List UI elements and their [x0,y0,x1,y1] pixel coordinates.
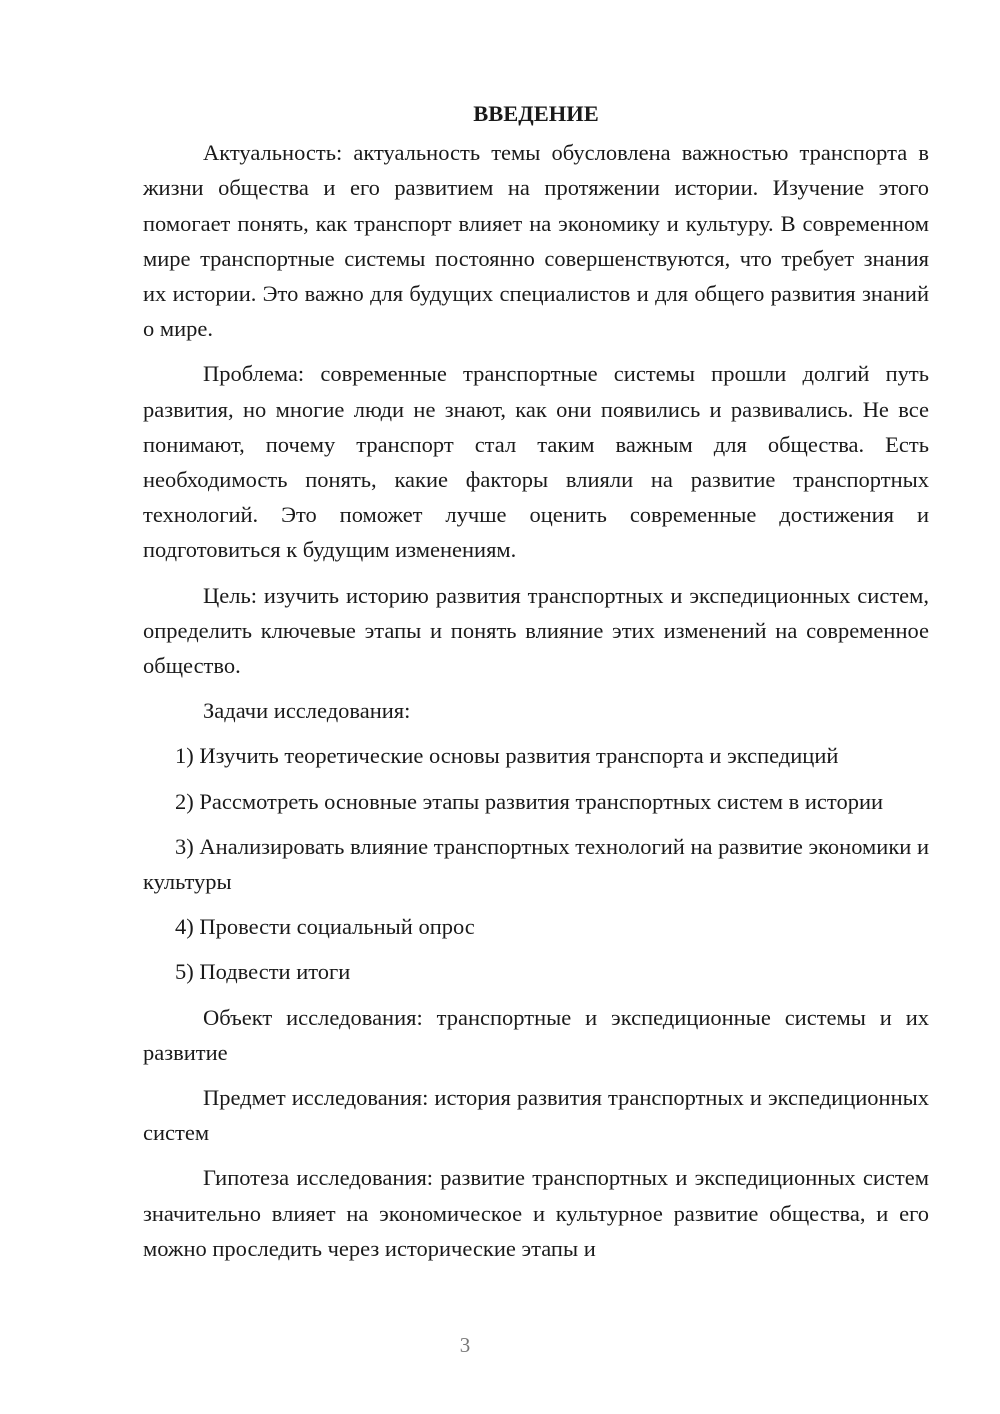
tasks-heading: Задачи исследования: [203,698,411,724]
page-number: 3 [459,1333,471,1357]
task-item-1: 1) Изучить теоретические основы развития транспорта и экспедиций [175,743,839,769]
document-body [143,96,929,1276]
task-item-3: 3) Анализировать влияние транспортных технологий на развитие экономики и культуры [143,833,929,895]
section-heading: ВВЕДЕНИЕ [473,101,599,126]
hypothesis-paragraph: Гипотеза исследования: развитие транспортных и экспедиционных систем значительно влияет на экономическое и культурное развитие общества, и его можно проследить через исторические этапы и [143,1165,929,1261]
task-item-2: 2) Рассмотреть основные этапы развития транспортных систем в истории [175,788,884,814]
task-item-5: 5) Подвести итоги [175,959,351,985]
goal-paragraph: Цель: изучить историю развития транспортных и экспедиционных систем, определить ключевые этапы и понять влияние этих изменений на современное общество. [143,582,929,679]
object-paragraph: Объект исследования: транспортные и экспедиционные системы и их развитие [143,1004,929,1065]
relevance-paragraph: Актуальность: актуальность темы обусловлена важностью транспорта в жизни общества и его развитием на протяжении истории. Изучение этого помогает понять, как транспорт влияет на экономику и культуру. В современном мире транспортные системы постоянно совершенствуются, что требует знания их истории. Это важно для будущих специалистов и для общего развития знаний о мире. [143,140,929,342]
subject-paragraph: Предмет исследования: история развития транспортных и экспедиционных систем [143,1085,929,1146]
problem-paragraph: Проблема: современные транспортные системы прошли долгий путь развития, но многие люди не знают, как они появились и развивались. Не все понимают, почему транспорт стал таким важным для общества. Есть необходимость понять, какие факторы влияли на развитие транспортных технологий. Это поможет лучше оценить современные достижения и подготовиться к будущим изменениям. [143,361,929,563]
task-item-4: 4) Провести социальный опрос [175,914,475,940]
